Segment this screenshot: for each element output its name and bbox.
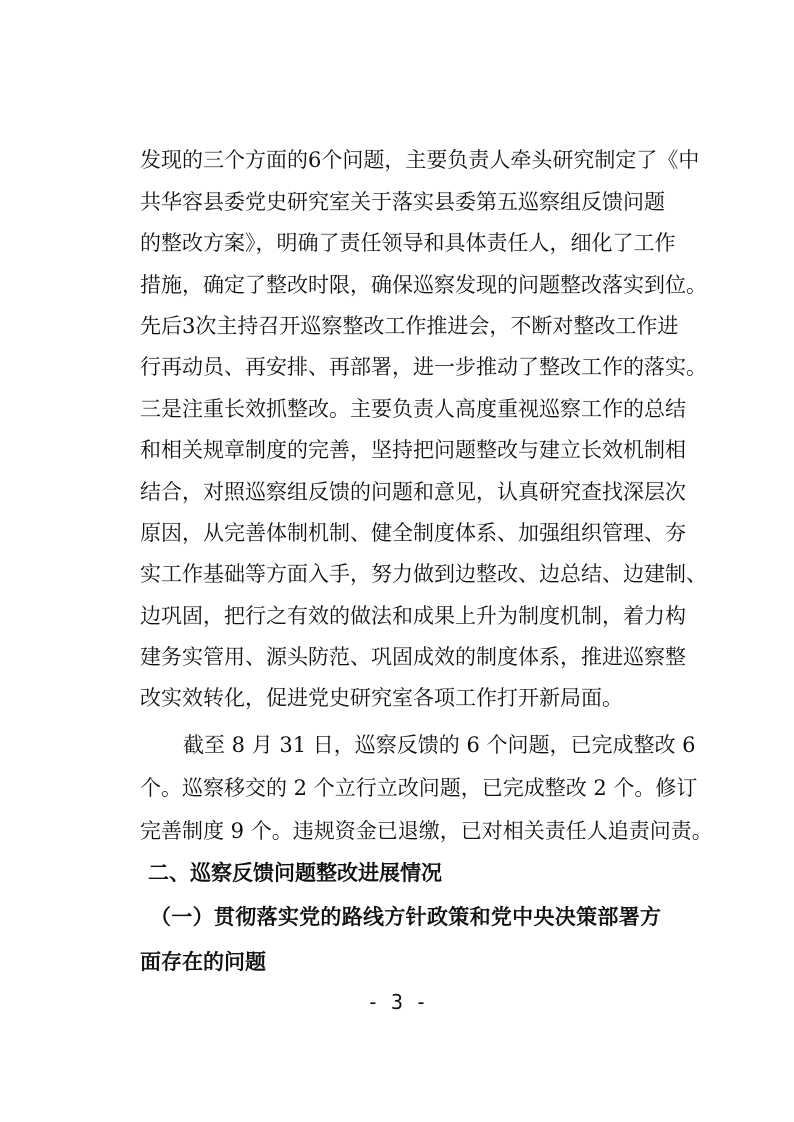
section-heading: 二、巡察反馈问题整改进展情况: [148, 860, 442, 885]
text-line: 截至 8 月 31 日，巡察反馈的 6 个问题，已完成整改 6: [183, 733, 696, 757]
text-line: 实工作基础等方面入手，努力做到边整改、边总结、边建制、: [140, 562, 707, 586]
page-number: - 3 -: [366, 990, 428, 1014]
text-line: 先后3次主持召开巡察整改工作推进会，不断对整改工作进: [140, 314, 679, 338]
text-line: 完善制度 9 个。违规资金已退缴，已对相关责任人追责问责。: [140, 819, 713, 843]
text-line: 边巩固，把行之有效的做法和成果上升为制度机制，着力构: [140, 604, 686, 628]
text-line: 和相关规章制度的完善，坚持把问题整改与建立长效机制相: [140, 438, 686, 462]
text-line: 措施，确定了整改时限，确保巡察发现的问题整改落实到位。: [140, 273, 707, 297]
text-line: 共华容县委党史研究室关于落实县委第五巡察组反馈问题: [140, 190, 665, 214]
text-line: 行再动员、再安排、再部署，进一步推动了整改工作的落实。: [140, 355, 707, 379]
text-line: 发现的三个方面的6个问题，主要负责人牵头研究制定了《中: [140, 148, 700, 172]
text-line: （一）贯彻落实党的路线方针政策和党中央决策部署方: [150, 904, 661, 929]
text-line: 建务实管用、源头防范、巩固成效的制度体系，推进巡察整: [140, 645, 686, 669]
text-line: 结合，对照巡察组反馈的问题和意见，认真研究查找深层次: [140, 480, 686, 504]
text-line: 改实效转化，促进党史研究室各项工作打开新局面。: [140, 686, 623, 710]
text-line: 原因，从完善体制机制、健全制度体系、加强组织管理、夯: [140, 521, 686, 545]
text-line: 的整改方案》，明确了责任领导和具体责任人，细化了工作: [140, 231, 676, 255]
text-line: 面存在的问题: [140, 949, 266, 974]
text-line: 个。巡察移交的 2 个立行立改问题，已完成整改 2 个。修订: [140, 776, 698, 800]
text-line: 三是注重长效抓整改。主要负责人高度重视巡察工作的总结: [140, 397, 686, 421]
